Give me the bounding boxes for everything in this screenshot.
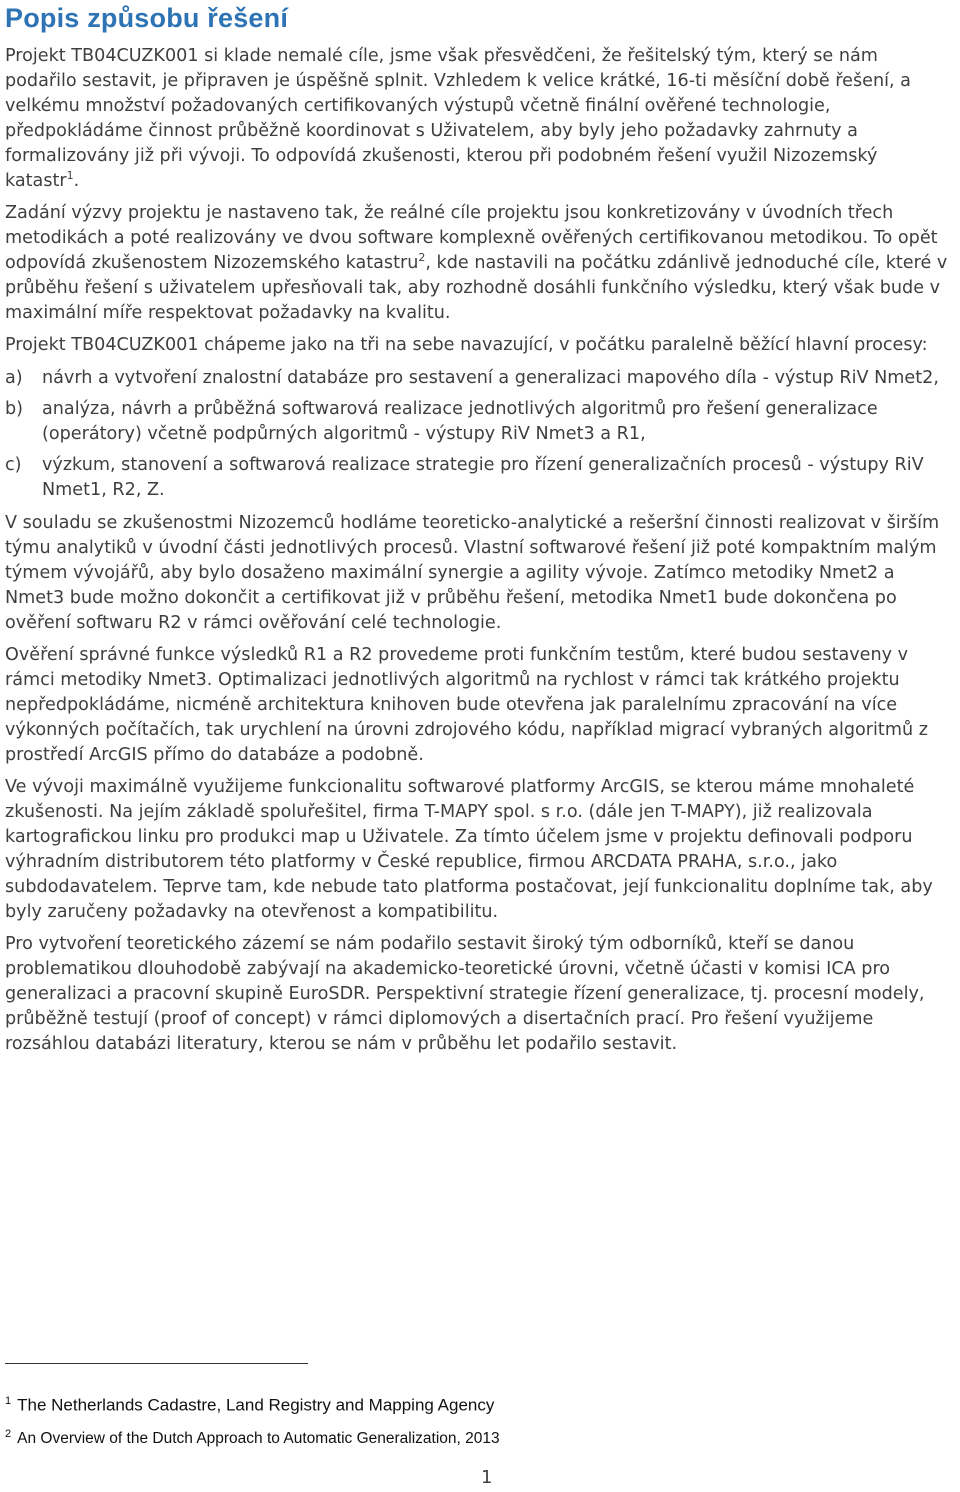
paragraph-1-end: . [73, 171, 80, 191]
body-text [5, 44, 955, 1064]
paragraph-3: Projekt TB04CUZK001 chápeme jako na tři na sebe navazující, v počátku paralelně běžící hlavní procesy: [5, 335, 928, 355]
list-item-text: návrh a vytvoření znalostní databáze pro sestavení a generalizaci mapového díla - výstup RiV Nmet2, [42, 368, 939, 388]
footnote-text: The Netherlands Cadastre, Land Registry and Mapping Agency [17, 1395, 495, 1415]
list-marker: c) [5, 455, 22, 475]
paragraph-4: V souladu se zkušenostmi Nizozemců hodláme teoreticko-analytické a rešeršní činnosti realizovat v širším týmu analytiků v úvodní části jednotlivých procesů. Vlastní softwarové řešení již poté kompaktním malým týmem vývojářů, aby bylo dosaženo maximální synergie a agility vývoje. Zatímco metodiky Nmet2 a Nmet3 bude možno dokončit a certifikovat již v průběhu řešení, metodika Nmet1 bude dokončena po ověření softwaru R2 v rámci ověřování celé technologie. [5, 513, 940, 633]
footnote-ref-2[interactable]: 2 [418, 251, 426, 265]
paragraph-1-text: Projekt TB04CUZK001 si klade nemalé cíle, jsme však přesvědčeni, že řešitelský tým, který se nám podařilo sestavit, je připraven je úspěšně splnit. Vzhledem k velice krátké, 16-ti měsíční době řešení, a velkému množství požadovaných certifikovaných výstupů včetně finální ověřené technologie, předpokládáme činnost průběžně koordinovat s Uživatelem, aby byly jeho požadavky zahrnuty a formalizovány již při vývoji. To odpovídá zkušenosti, kterou při podobném řešení využil Nizozemský katastr [5, 46, 911, 191]
footnote-divider [5, 1363, 308, 1364]
paragraph-2 [5, 201, 955, 326]
footnote-1 [5, 1395, 494, 1416]
page-number: 1 [481, 1467, 493, 1488]
footnote-2 [5, 1428, 500, 1448]
list-marker: a) [5, 368, 23, 388]
footnote-number: 1 [5, 1395, 12, 1407]
paragraph-1 [5, 44, 955, 194]
footnote-text: An Overview of the Dutch Approach to Automatic Generalization, 2013 [17, 1430, 500, 1448]
paragraph-5: Ověření správné funkce výsledků R1 a R2 provedeme proti funkčním testům, které budou sestaveny v rámci metodiky Nmet3. Optimalizaci jednotlivých algoritmů na rychlost v rámci tak krátkého projektu nepředpokládáme, nicméně architektura knihoven bude otevřena jak paralelnímu zpracování na více výkonných počítačích, tak urychlení na úrovni zdrojového kódu, například migrací vybraných algoritmů z prostředí ArcGIS přímo do databáze a podobně. [5, 645, 928, 765]
process-list [5, 366, 955, 503]
list-item-text: analýza, návrh a průběžná softwarová realizace jednotlivých algoritmů pro řešení generalizace (operátory) včetně podpůrných algoritmů - výstupy RiV Nmet3 a R1, [42, 399, 878, 444]
paragraph-6: Ve vývoji maximálně využijeme funkcionalitu softwarové platformy ArcGIS, se kterou máme mnohaleté zkušenosti. Na jejím základě spoluřešitel, firma T-MAPY spol. s r.o. (dále jen T-MAPY), již realizovala kartografickou linku pro produkci map u Uživatele. Za tímto účelem jsme v projektu definovali podporu výhradním distributorem této platformy v České republice, firmou ARCDATA PRAHA, s.r.o., jako subdodavatelem. Teprve tam, kde nebude tato platforma postačovat, její funkcionalitu doplníme tak, aby byly zaručeny požadavky na otevřenost a kompatibilitu. [5, 777, 933, 922]
paragraph-7: Pro vytvoření teoretického zázemí se nám podařilo sestavit široký tým odborníků, kteří se danou problematikou dlouhodobě zabývají na akademicko-teoretické úrovni, včetně účasti v komisi ICA pro generalizaci a pracovní skupině EuroSDR. Perspektivní strategie řízení generalizace, tj. procesní modely, průběžně testují (proof of concept) v rámci diplomových a disertačních prací. Pro řešení využijeme rozsáhlou databázi literatury, kterou se nám v průběhu let podařilo sestavit. [5, 934, 925, 1054]
section-heading: Popis způsobu řešení [5, 3, 289, 33]
footnote-number: 2 [5, 1428, 12, 1440]
list-item [5, 397, 955, 447]
footnote-ref-1[interactable]: 1 [66, 169, 74, 183]
list-item-text: výzkum, stanovení a softwarová realizace strategie pro řízení generalizačních procesů - výstupy RiV Nmet1, R2, Z. [42, 455, 924, 500]
paragraph-2-text-b: , kde nastavili na počátku zdánlivě jednoduché cíle, které v průběhu řešení s uživatelem upřesňovali tak, aby rozhodně dosáhli funkčního výsledku, který však bude v maximální míře respektovat požadavky na kvalitu. [5, 253, 948, 323]
list-marker: b) [5, 399, 24, 419]
list-item [5, 366, 955, 391]
paragraph-2-text-a: Zadání výzvy projektu je nastaveno tak, že reálné cíle projektu jsou konkretizovány v úvodních třech metodikách a poté realizovány ve dvou software komplexně ověřených certifikovanou metodikou. To opět odpovídá zkušenostem Nizozemského katastru [5, 203, 938, 273]
list-item [5, 453, 955, 503]
